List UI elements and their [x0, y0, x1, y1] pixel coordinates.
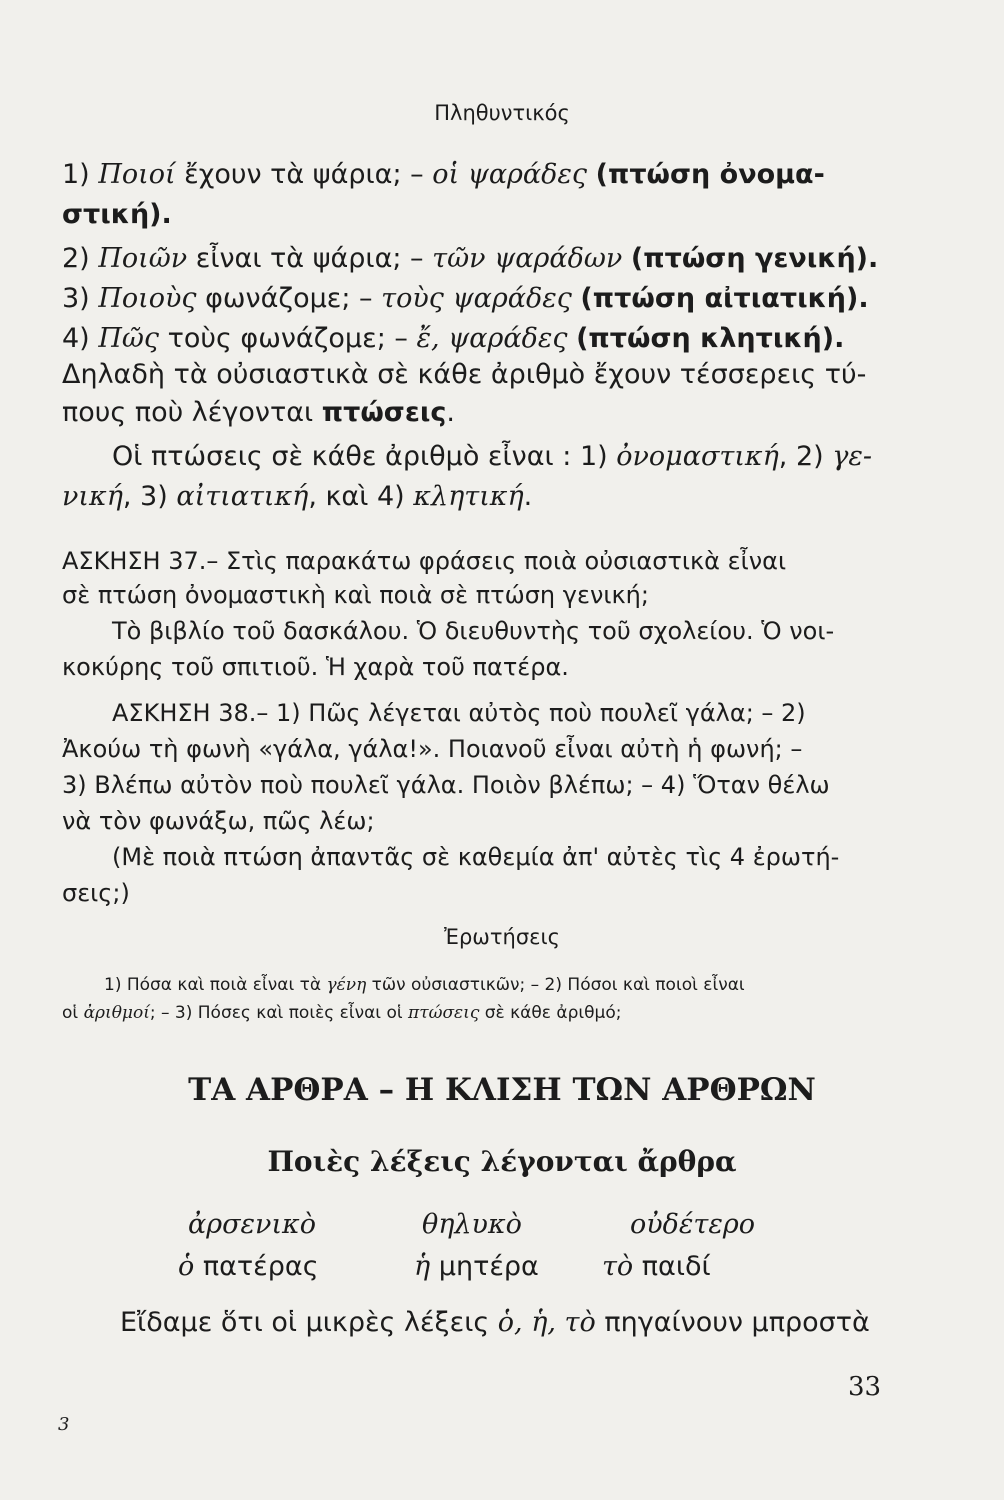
questions-text-5: σὲ κάθε ἀριθμό;: [484, 1003, 622, 1023]
q1-number: 1): [62, 159, 90, 190]
exercise-38-line-4: νὰ τὸν φωνάξω, πῶς λέω;: [62, 807, 375, 835]
cases-sep-1: , 2): [778, 441, 824, 472]
term-cases-small: πτώσεις: [408, 1003, 480, 1023]
noun-masculine: πατέρας: [202, 1251, 319, 1282]
questions-text-3: οἱ: [62, 1003, 79, 1023]
cases-sep-2: , 3): [122, 481, 168, 512]
questions-text-1: 1) Πόσα καὶ ποιὰ εἶναι τὰ: [104, 975, 322, 995]
last-line: [120, 1306, 870, 1340]
page-number: 33: [848, 1372, 882, 1402]
summary-line-4: [62, 480, 532, 514]
term-cases: πτώσεις: [321, 397, 447, 428]
q2-case: (πτώση γενική).: [630, 243, 879, 274]
gender-example-masculine: [178, 1250, 319, 1284]
summary-line-2: [62, 396, 455, 430]
gender-label-masculine: ἀρσενικὸ: [188, 1209, 316, 1240]
questions-title: Ἐρωτήσεις: [444, 925, 560, 949]
article-neuter: τὸ: [602, 1251, 634, 1282]
cases-sep-3: , καὶ 4): [308, 481, 405, 512]
q1-rest: ἔχουν τὰ ψάρια; –: [175, 159, 424, 190]
case-nominative: ὀνομαστική: [616, 441, 779, 472]
q1-case: (πτώση ὀνομα-: [595, 159, 825, 190]
q3-word: Ποιοὺς: [98, 283, 197, 314]
gender-label-neuter: οὐδέτερο: [630, 1209, 755, 1240]
q4-case: (πτώση κλητική).: [576, 323, 845, 354]
article-masculine: ὁ: [178, 1251, 195, 1282]
q1-word: Ποιοί: [98, 159, 176, 190]
q2-answer: τῶν ψαράδων: [432, 243, 623, 274]
case-genitive-start: γε-: [832, 441, 873, 472]
noun-feminine: μητέρα: [438, 1251, 539, 1282]
case-accusative: αἰτιατική: [176, 481, 309, 512]
gender-example-neuter: [602, 1250, 711, 1284]
q4-word: Πῶς: [98, 323, 159, 354]
question-line-3: [62, 282, 869, 316]
questions-line-2: [62, 1002, 621, 1024]
section-title: Πληθυντικός: [434, 101, 570, 125]
summary-text: πους ποὺ λέγονται: [62, 397, 314, 428]
last-line-text-2: πηγαίνουν μπροστὰ: [604, 1307, 870, 1338]
last-line-text-1: Εἴδαμε ὅτι οἱ μικρὲς λέξεις: [120, 1307, 490, 1338]
exercise-37-line-4: κοκύρης τοῦ σπιτιοῦ. Ἡ χαρὰ τοῦ πατέρα.: [62, 653, 569, 681]
q3-number: 3): [62, 283, 90, 314]
summary-line-3: [112, 440, 872, 474]
exercise-38-line-1: ΑΣΚΗΣΗ 38.– 1) Πῶς λέγεται αὐτὸς ποὺ πουλεῖ γάλα; – 2): [112, 699, 806, 727]
question-line-2: [62, 242, 878, 276]
q4-answer: ἔ, ψαράδες: [416, 323, 568, 354]
questions-line-1: [104, 974, 745, 996]
chapter-subtitle: Ποιὲς λέξεις λέγονται ἄρθρα: [267, 1145, 737, 1178]
exercise-37-line-2: σὲ πτώση ὀνομαστικὴ καὶ ποιὰ σὲ πτώση γενική;: [62, 581, 649, 609]
exercise-38-line-3: 3) Βλέπω αὐτὸν ποὺ πουλεῖ γάλα. Ποιὸν βλέπω; – 4) Ὅταν θέλω: [62, 771, 830, 799]
term-genders: γένη: [326, 975, 367, 995]
q2-word: Ποιῶν: [98, 243, 188, 274]
exercise-37-line-1: ΑΣΚΗΣΗ 37.– Στὶς παρακάτω φράσεις ποιὰ οὐσιαστικὰ εἶναι: [62, 547, 787, 575]
term-numbers: ἀριθμοί: [83, 1003, 150, 1023]
q3-case: (πτώση αἰτιατική).: [580, 283, 869, 314]
q1-answer: οἱ ψαράδες: [432, 159, 588, 190]
questions-text-4: ; – 3) Πόσες καὶ ποιὲς εἶναι οἱ: [149, 1003, 403, 1023]
noun-neuter: παιδί: [641, 1251, 711, 1282]
exercise-38-line-5: (Μὲ ποιὰ πτώση ἀπαντᾶς σὲ καθεμία ἀπ' αὐτὲς τὶς 4 ἐρωτή-: [112, 843, 840, 871]
cases-period: .: [523, 481, 533, 512]
chapter-title: ΤΑ ΑΡΘΡΑ – Η ΚΛΙΣΗ ΤΩΝ ΑΡΘΡΩΝ: [188, 1072, 816, 1108]
q4-number: 4): [62, 323, 90, 354]
case-vocative: κλητική: [413, 481, 524, 512]
exercise-38-line-6: σεις;): [62, 879, 130, 907]
q3-answer: τοὺς ψαράδες: [381, 283, 572, 314]
questions-text-2: τῶν οὐσιαστικῶν; – 2) Πόσοι καὶ ποιοὶ εἶναι: [371, 975, 745, 995]
last-line-articles: ὁ, ἡ, τὸ: [497, 1307, 596, 1338]
question-line-1: [62, 158, 825, 192]
q3-rest: φωνάζομε; –: [196, 283, 373, 314]
article-feminine: ἡ: [414, 1251, 431, 1282]
summary-period: .: [446, 397, 455, 428]
case-genitive-end: νική: [62, 481, 123, 512]
q4-rest: τοὺς φωνάζομε; –: [159, 323, 408, 354]
printer-signature: 3: [58, 1414, 70, 1435]
gender-example-feminine: [414, 1250, 539, 1284]
cases-intro: Οἱ πτώσεις σὲ κάθε ἀριθμὸ εἶναι : 1): [112, 441, 608, 472]
exercise-38-line-2: Ἀκούω τὴ φωνὴ «γάλα, γάλα!». Ποιανοῦ εἶναι αὐτὴ ἡ φωνή; –: [62, 735, 803, 763]
q1-case-continuation: [62, 198, 172, 232]
summary-line-1: Δηλαδὴ τὰ οὐσιαστικὰ σὲ κάθε ἀριθμὸ ἔχουν τέσσερεις τύ-: [62, 359, 867, 390]
q2-rest: εἶναι τὰ ψάρια; –: [187, 243, 424, 274]
gender-label-feminine: θηλυκὸ: [422, 1209, 522, 1240]
question-line-4: [62, 322, 844, 356]
exercise-37-line-3: Τὸ βιβλίο τοῦ δασκάλου. Ὁ διευθυντὴς τοῦ σχολείου. Ὁ νοι-: [112, 617, 835, 645]
q1-case-end: στική).: [62, 199, 172, 230]
q2-number: 2): [62, 243, 90, 274]
